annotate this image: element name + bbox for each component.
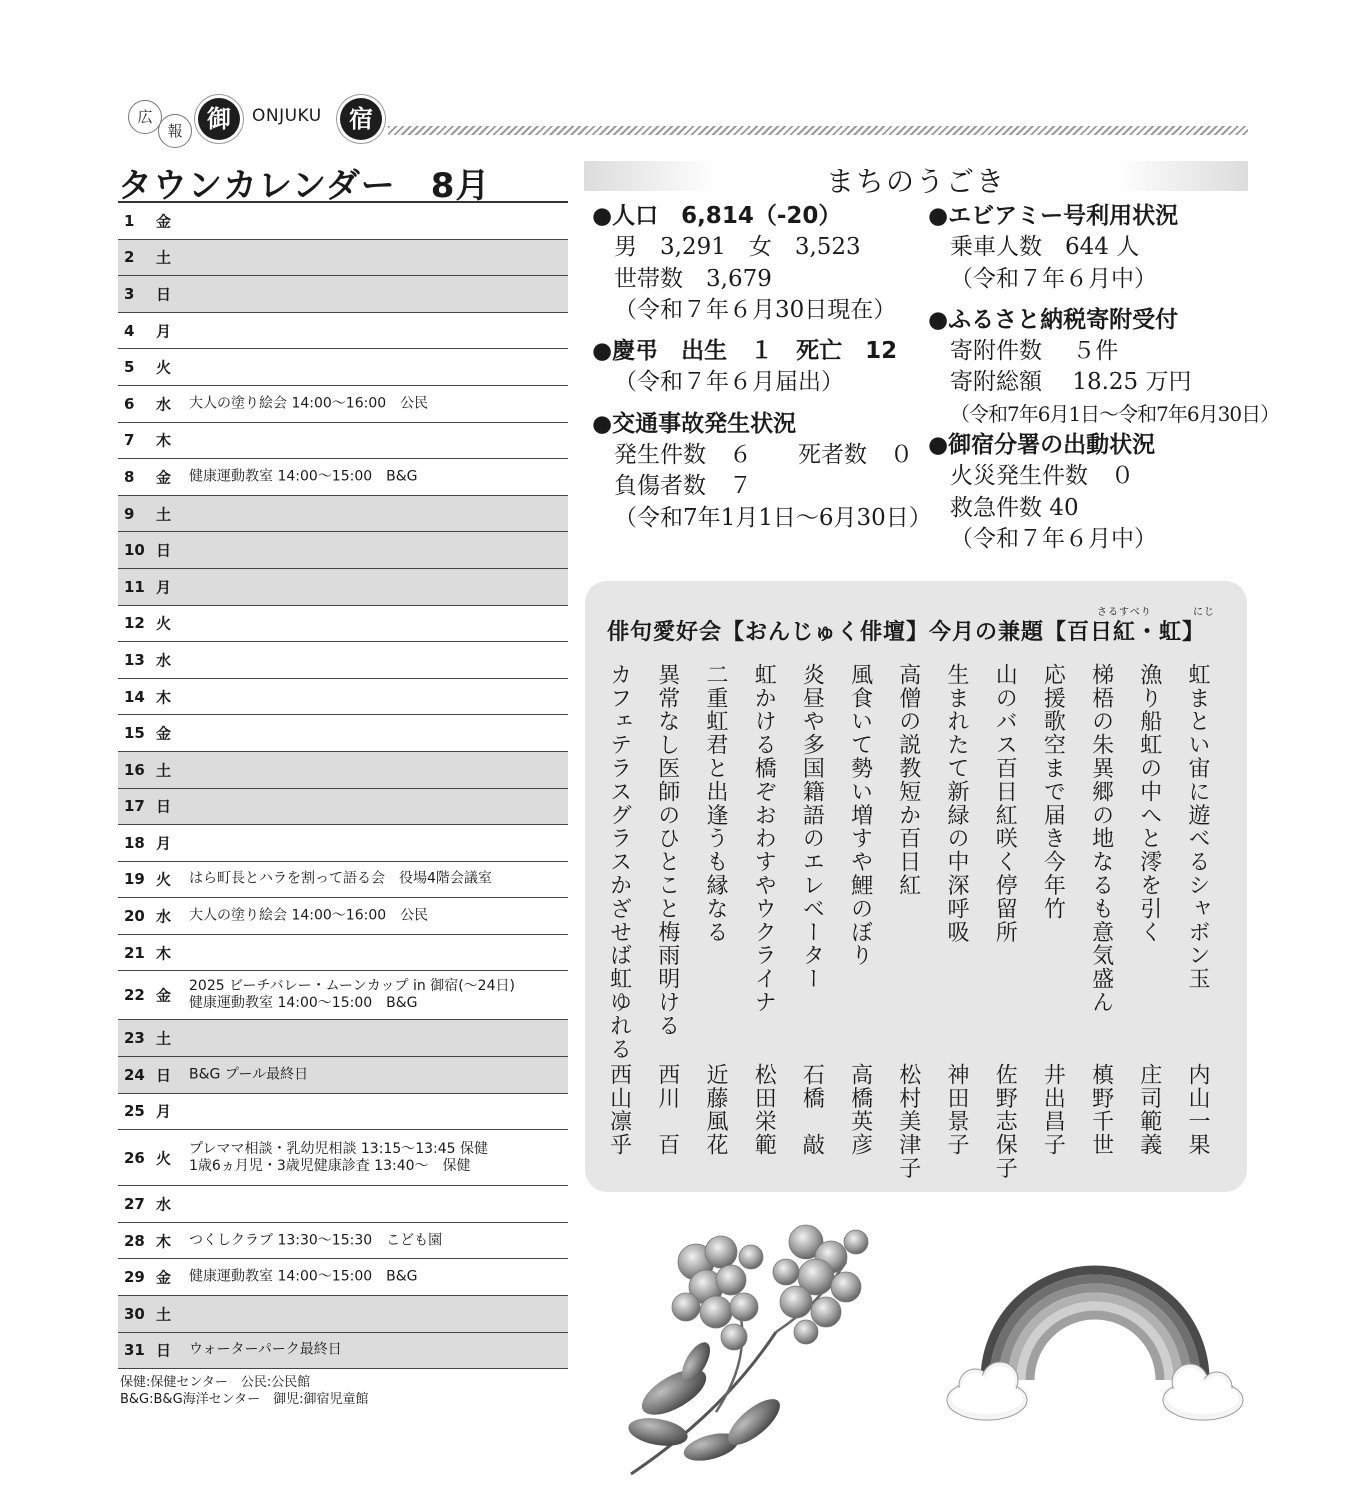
calendar-event-line: 2025 ビーチバレー・ムーンカップ in 御宿(～24日) [189, 978, 515, 995]
machi-right-column [928, 201, 1279, 555]
calendar-day: 3 [124, 284, 135, 303]
calendar-weekday: 水 [156, 651, 172, 670]
haiku-poem: 虹かける橋ぞおわすやウクライナ [751, 663, 777, 1014]
calendar-weekday: 土 [156, 761, 172, 780]
stat-fire-heading: ●御宿分署の出動状況 [928, 432, 1156, 459]
masthead [118, 96, 1248, 144]
calendar-event [189, 1141, 488, 1175]
calendar-row-3 [118, 276, 568, 313]
haiku-author: 西山凛乎 [606, 1063, 632, 1157]
calendar-day: 16 [124, 760, 145, 779]
calendar-row-30 [118, 1296, 568, 1333]
calendar-weekday: 月 [156, 322, 172, 341]
stat-gender: 男 3,291 女 3,523 [614, 234, 861, 261]
calendar-day: 4 [124, 321, 135, 340]
calendar-row-9 [118, 496, 568, 533]
calendar-weekday: 金 [156, 986, 172, 1005]
calendar-title: タウンカレンダー 8月 [118, 166, 491, 206]
rainbow-illustration [945, 1260, 1245, 1430]
calendar-day: 11 [124, 577, 145, 596]
calendar-row-23 [118, 1020, 568, 1057]
calendar-weekday: 日 [156, 1341, 172, 1360]
calendar-weekday: 金 [156, 724, 172, 743]
calendar-weekday: 木 [156, 431, 172, 450]
calendar-row-26 [118, 1130, 568, 1186]
calendar-day: 10 [124, 541, 145, 560]
calendar-row-29 [118, 1259, 568, 1296]
machi-header [584, 161, 1248, 198]
calendar-weekday: 水 [156, 907, 172, 926]
calendar-row-24 [118, 1057, 568, 1094]
calendar-event-line: 健康運動教室 14:00～15:00 B&G [189, 468, 418, 485]
calendar-row-16 [118, 752, 568, 789]
stat-traffic-heading: ●交通事故発生状況 [592, 410, 797, 437]
haiku-author: 槙野千世 [1088, 1063, 1114, 1157]
calendar-weekday: 金 [156, 1268, 172, 1287]
calendar-event [189, 395, 428, 412]
haiku-title: 俳句愛好会【おんじゅく俳壇】今月の兼題【百日紅・虹】 [607, 619, 1206, 645]
calendar-day: 13 [124, 650, 145, 669]
calendar-weekday: 水 [156, 1195, 172, 1214]
masthead-roman: ONJUKU [252, 106, 322, 126]
haiku-poem: 二重虹君と出逢うも縁なる [703, 663, 728, 944]
calendar-event [189, 908, 428, 925]
masthead-char-1: 広 [128, 100, 162, 134]
machi-left-column [592, 201, 932, 534]
calendar-weekday: 木 [156, 688, 172, 707]
calendar-event [189, 871, 492, 888]
haiku-title-ruby-1: さるすべり [1097, 607, 1152, 618]
calendar-weekday: 月 [156, 834, 172, 853]
calendar-event-line: はら町長とハラを割って語る会 役場4階会議室 [189, 870, 492, 887]
calendar-row-11 [118, 569, 568, 606]
calendar-weekday: 月 [156, 1102, 172, 1121]
calendar-row-17 [118, 789, 568, 826]
calendar-row-18 [118, 825, 568, 862]
calendar-weekday: 火 [156, 358, 172, 377]
calendar-weekday: 木 [156, 944, 172, 963]
haiku-author: 西川 百 [654, 1063, 680, 1157]
calendar-event [189, 1066, 308, 1083]
haiku-author: 松田栄範 [751, 1063, 777, 1157]
haiku-poem: 生まれたて新緑の中深呼吸 [944, 663, 969, 944]
stat-furusato-date: （令和7年6月1日～令和7年6月30日） [950, 401, 1280, 426]
calendar-row-4 [118, 313, 568, 350]
haiku-author: 神田景子 [944, 1063, 969, 1157]
haiku-poem: 山のバス百日紅咲く停留所 [992, 663, 1018, 944]
stat-vital-date: （令和７年６月届出） [614, 369, 844, 396]
calendar-day: 6 [124, 394, 135, 413]
machi-title: まちのうごき [825, 165, 1006, 198]
stat-fire-count: 火災発生件数 ０ [950, 463, 1134, 490]
calendar-event-line: プレママ相談・乳幼児相談 13:15～13:45 保健 [189, 1140, 489, 1157]
calendar-row-20 [118, 898, 568, 935]
stat-bus-date: （令和７年６月中） [950, 265, 1157, 292]
haiku-author: 井出昌子 [1040, 1063, 1066, 1157]
calendar-row-25 [118, 1094, 568, 1131]
calendar-event-line: 大人の塗り絵会 14:00～16:00 公民 [189, 907, 429, 924]
calendar-weekday: 金 [156, 468, 172, 487]
stat-furusato-amount: 寄附総額 18.25 万円 [950, 369, 1192, 396]
crape-myrtle-illustration [626, 1222, 876, 1480]
calendar-day: 17 [124, 797, 145, 816]
calendar-day: 21 [124, 943, 145, 962]
calendar-weekday: 月 [156, 578, 172, 597]
haiku-poem: 高僧の説教短か百日紅 [895, 663, 921, 897]
calendar-row-13 [118, 642, 568, 679]
calendar-row-22 [118, 971, 568, 1020]
calendar-weekday: 土 [156, 1305, 172, 1324]
calendar-weekday: 日 [156, 285, 172, 304]
masthead-char-3: 御 [198, 98, 240, 140]
calendar-day: 29 [124, 1268, 145, 1287]
haiku-poem: 虹まとい宙に遊べるシャボン玉 [1185, 663, 1210, 991]
calendar-event-line: ウォーターパーク最終日 [189, 1341, 342, 1358]
calendar-day: 28 [124, 1231, 145, 1250]
calendar-day: 20 [124, 907, 145, 926]
calendar-weekday: 火 [156, 1149, 172, 1168]
calendar-day: 18 [124, 833, 145, 852]
haiku-author: 高橋英彦 [847, 1063, 873, 1157]
calendar-weekday: 土 [156, 505, 172, 524]
calendar-legend [120, 1374, 369, 1408]
calendar-day: 14 [124, 687, 145, 706]
calendar-row-7 [118, 423, 568, 460]
stat-bus-heading: ●エビアミー号利用状況 [928, 203, 1179, 229]
masthead-stripe [388, 126, 1248, 135]
stat-traffic-date: （令和7年1月1日～6月30日） [614, 504, 932, 531]
haiku-author: 内山一果 [1185, 1063, 1210, 1157]
calendar-day: 2 [124, 248, 135, 267]
stat-fire-date: （令和７年６月中） [950, 525, 1157, 552]
masthead-char-2: 報 [158, 114, 192, 148]
calendar-event [189, 1342, 342, 1359]
calendar-day: 7 [124, 431, 135, 450]
calendar-day: 19 [124, 870, 145, 889]
calendar-day: 26 [124, 1148, 145, 1167]
calendar-weekday: 土 [156, 1029, 172, 1048]
haiku-poem: 漁り船虹の中へと澪を引く [1136, 663, 1162, 944]
haiku-poem: 風食いて勢い増すや鯉のぼり [847, 663, 873, 968]
calendar-table [118, 201, 568, 1369]
calendar-row-31 [118, 1333, 568, 1370]
stat-households: 世帯数 3,679 [614, 265, 772, 292]
calendar-day: 31 [124, 1341, 145, 1360]
calendar-event [189, 1232, 442, 1249]
stat-vital: ●慶弔 出生 １ 死亡 12 [592, 338, 898, 365]
stat-population-date: （令和７年６月30日現在） [614, 296, 897, 323]
calendar-weekday: 日 [156, 541, 172, 560]
calendar-day: 23 [124, 1029, 145, 1048]
calendar-day: 1 [124, 211, 135, 230]
stat-bus-riders: 乗車人数 644 人 [950, 234, 1140, 261]
calendar-event-line: 1歳6ヵ月児・3歳児健康診査 13:40～ 保健 [189, 1157, 471, 1174]
haiku-panel [585, 581, 1247, 1192]
calendar-row-2 [118, 240, 568, 277]
calendar-day: 24 [124, 1065, 145, 1084]
haiku-poem: カフェテラスグラスかざせば虹ゆれる [606, 663, 632, 1061]
calendar-event [189, 978, 515, 1012]
calendar-weekday: 日 [156, 797, 172, 816]
haiku-author: 佐野志保子 [992, 1063, 1018, 1180]
calendar-row-12 [118, 606, 568, 643]
calendar-row-19 [118, 862, 568, 899]
calendar-row-1 [118, 203, 568, 240]
calendar-day: 15 [124, 724, 145, 743]
calendar-weekday: 木 [156, 1232, 172, 1251]
calendar-event-line: B&G プール最終日 [189, 1066, 309, 1083]
haiku-poem: 炎昼や多国籍語のエレベーター [799, 663, 825, 991]
stat-ambulance-count: 救急件数 40 [950, 494, 1079, 521]
calendar-event [189, 468, 418, 485]
haiku-author: 石橋 敲 [799, 1063, 825, 1157]
stat-furusato-count: 寄附件数 ５件 [950, 338, 1119, 365]
stat-traffic-cases: 発生件数 ６ 死者数 ０ [614, 442, 913, 469]
masthead-char-4: 宿 [340, 98, 382, 140]
haiku-author: 松村美津子 [895, 1063, 921, 1180]
stat-traffic-injured: 負傷者数 ７ [614, 473, 752, 500]
calendar-row-5 [118, 349, 568, 386]
haiku-author: 近藤風花 [703, 1063, 728, 1157]
calendar-row-10 [118, 532, 568, 569]
calendar-event [189, 1269, 418, 1286]
calendar-weekday: 水 [156, 395, 172, 414]
calendar-day: 8 [124, 467, 135, 486]
calendar-day: 12 [124, 614, 145, 633]
calendar-row-14 [118, 679, 568, 716]
calendar-event-line: 大人の塗り絵会 14:00～16:00 公民 [189, 395, 429, 412]
calendar-day: 27 [124, 1195, 145, 1214]
haiku-title-ruby-2: にじ [1193, 607, 1215, 618]
calendar-weekday: 火 [156, 870, 172, 889]
haiku-poem: 異常なし医師のひとこと梅雨明ける [654, 663, 680, 1038]
calendar-day: 30 [124, 1304, 145, 1323]
calendar-row-8 [118, 459, 568, 496]
legend-line-1: 保健:保健センター 公民:公民館 [120, 1375, 311, 1390]
haiku-author: 庄司範義 [1136, 1063, 1162, 1157]
stat-furusato-heading: ●ふるさと納税寄附受付 [928, 306, 1179, 333]
calendar-row-15 [118, 715, 568, 752]
calendar-day: 25 [124, 1102, 145, 1121]
calendar-row-28 [118, 1223, 568, 1260]
calendar-weekday: 金 [156, 212, 172, 231]
haiku-poem: 梯梧の朱異郷の地なるも意気盛ん [1088, 663, 1114, 1014]
calendar-weekday: 土 [156, 248, 172, 267]
calendar-event-line: つくしクラブ 13:30～15:30 こども園 [189, 1232, 443, 1249]
legend-line-2: B&G:B&G海洋センター 御児:御宿児童館 [120, 1392, 369, 1407]
calendar-day: 22 [124, 986, 145, 1005]
calendar-weekday: 火 [156, 614, 172, 633]
calendar-weekday: 日 [156, 1066, 172, 1085]
calendar-day: 9 [124, 504, 135, 523]
stat-population: ●人口 6,814（-20） [592, 203, 842, 229]
calendar-row-27 [118, 1186, 568, 1223]
calendar-event-line: 健康運動教室 14:00～15:00 B&G [189, 1268, 418, 1285]
calendar-row-21 [118, 935, 568, 972]
calendar-day: 5 [124, 358, 135, 377]
haiku-poem: 応援歌空まで届き今年竹 [1040, 663, 1066, 921]
calendar-event-line: 健康運動教室 14:00～15:00 B&G [189, 995, 418, 1012]
calendar-row-6 [118, 386, 568, 423]
